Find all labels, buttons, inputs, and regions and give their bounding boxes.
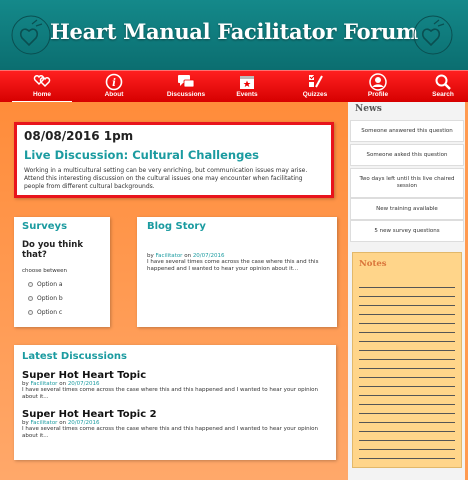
radio-button[interactable] [28, 296, 33, 301]
blog-text: I have several times come across the case where this and this happened and I wanted to hear your opinion about it... [147, 259, 319, 272]
topic-title[interactable]: Super Hot Heart Topic 2 [22, 409, 157, 420]
option-label: Option a [37, 281, 63, 288]
nav-item-about[interactable] [84, 71, 144, 103]
survey-option-a[interactable] [28, 281, 102, 288]
blog-story-title[interactable]: Blog Story [147, 221, 206, 232]
chat-icon [176, 73, 196, 91]
nav-item-quizzes[interactable] [285, 71, 345, 103]
survey-prompt: choose between [22, 268, 68, 274]
news-item[interactable]: 5 new survey questions [350, 220, 464, 242]
byline-by: by [22, 381, 29, 387]
nav-label: Discussions [166, 91, 206, 98]
list-item[interactable] [22, 409, 328, 440]
live-discussion-date: 08/08/2016 1pm [24, 129, 134, 143]
list-item[interactable] [22, 370, 328, 401]
radio-button[interactable] [28, 310, 33, 315]
site-header [0, 0, 468, 70]
topic-text: I have several times come across the case where this and this happened and I wanted to hear your opinion about it... [22, 426, 318, 439]
author-link[interactable]: Facilitator [30, 420, 58, 426]
topic-text: I have several times come across the case where this and this happened and I wanted to hear your opinion about it... [22, 387, 318, 400]
date-link[interactable]: 20/07/2016 [67, 381, 100, 387]
nav-item-home[interactable] [12, 71, 72, 103]
hearts-icon [32, 73, 52, 91]
option-label: Option b [37, 295, 63, 302]
surveys-title: Surveys [22, 221, 68, 232]
byline-by: by [22, 420, 29, 426]
byline-on: on [59, 381, 67, 387]
heart-manual-logo-icon[interactable] [412, 14, 454, 56]
live-discussion-text: Working in a multicultural setting can be very enriching, but communication issues may arise. Attend this interesting discussion on the cultural issues one may encounter when facilitating people from different cultural backgrounds. [24, 167, 308, 190]
latest-discussions-title: Latest Discussions [22, 351, 127, 362]
date-link[interactable]: 20/07/2016 [67, 420, 100, 426]
news-title: News [355, 104, 382, 114]
radio-button[interactable] [28, 282, 33, 287]
calendar-icon [237, 73, 257, 91]
nav-item-events[interactable] [217, 71, 277, 103]
page-title: Heart Manual Facilitator Forum [50, 19, 418, 44]
byline-on: on [184, 253, 192, 259]
author-link[interactable]: Facilitator [30, 381, 58, 387]
news-item[interactable]: New training available [350, 198, 464, 220]
topic-title[interactable]: Super Hot Heart Topic [22, 370, 147, 381]
nav-label: Search [432, 91, 454, 98]
nav-item-profile[interactable] [348, 71, 408, 103]
notes-panel[interactable] [352, 252, 462, 468]
search-icon [433, 73, 453, 91]
quiz-icon [305, 73, 325, 91]
byline-on: on [59, 420, 67, 426]
nav-label: Quizzes [302, 91, 328, 98]
notes-lines[interactable] [359, 279, 455, 461]
date-link[interactable]: 20/07/2016 [192, 253, 225, 259]
option-label: Option c [37, 309, 63, 316]
live-discussion-card[interactable] [14, 122, 334, 198]
survey-option-b[interactable] [28, 295, 102, 302]
survey-question: Do you think that? [22, 240, 83, 260]
nav-item-discussions[interactable] [156, 71, 216, 103]
nav-label: About [104, 91, 124, 98]
author-link[interactable]: Facilitator [155, 253, 183, 259]
nav-label: Home [32, 91, 52, 98]
svg-text:i: i [112, 78, 116, 89]
notes-title: Notes [359, 259, 387, 269]
news-item[interactable]: Someone answered this question [350, 120, 464, 142]
news-item[interactable]: Someone asked this question [350, 144, 464, 166]
info-icon [104, 73, 124, 91]
nav-label: Events [236, 91, 258, 98]
heart-manual-logo-icon[interactable] [10, 14, 52, 56]
blog-story-card [137, 217, 337, 327]
live-discussion-title[interactable]: Live Discussion: Cultural Challenges [24, 148, 259, 162]
surveys-card [14, 217, 110, 327]
nav-label: Profile [367, 91, 389, 98]
user-icon [368, 73, 388, 91]
byline-by: by [147, 253, 154, 259]
latest-discussions-card [14, 345, 336, 460]
survey-option-c[interactable] [28, 309, 102, 316]
main-nav [0, 70, 468, 102]
news-item[interactable]: Two days left until this live chaired session [350, 168, 464, 198]
nav-item-search[interactable] [413, 71, 468, 103]
